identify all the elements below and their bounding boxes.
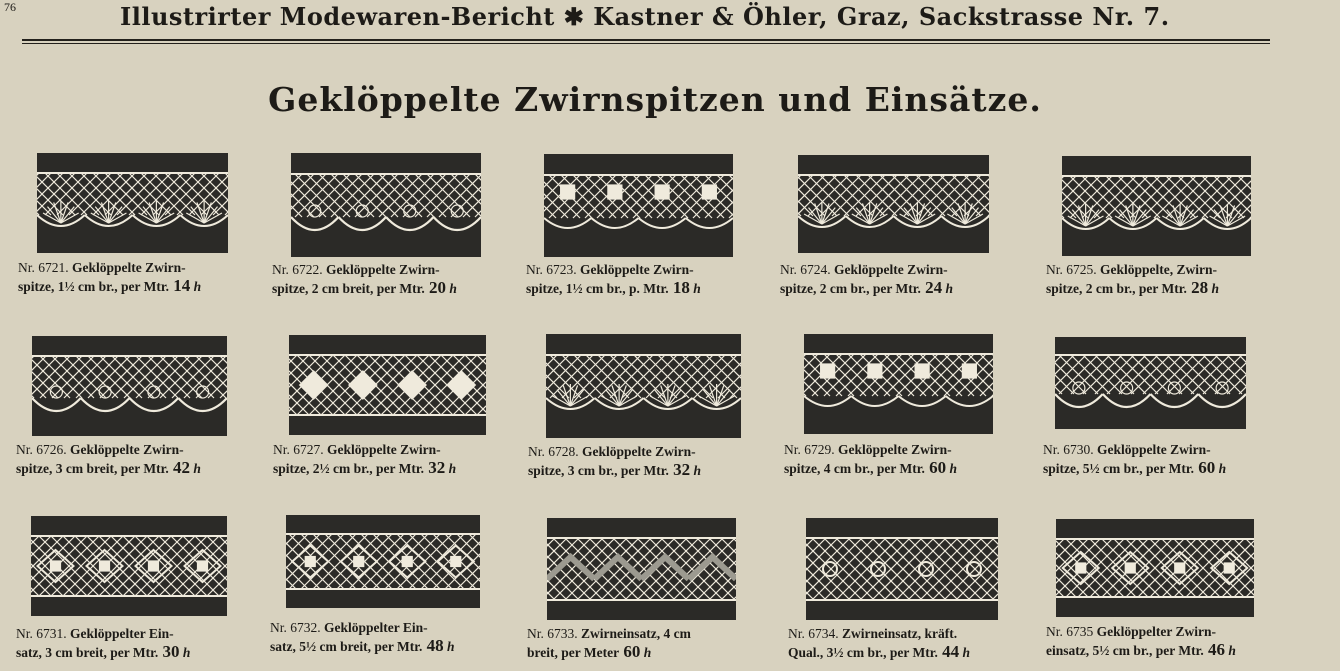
item-description-line2: breit, per Meter (527, 645, 620, 660)
page-number: 76 (4, 0, 16, 14)
lace-sample-image (1055, 337, 1246, 429)
price-unit: h (193, 461, 201, 476)
lace-sample-image (1062, 156, 1251, 256)
lace-sample-image (286, 515, 480, 608)
item-price: 60 (1193, 458, 1216, 477)
price-unit: h (1228, 643, 1236, 658)
item-number: Nr. 6733. (527, 626, 578, 641)
item-number: Nr. 6721. (18, 260, 69, 275)
price-unit: h (693, 463, 701, 478)
item-number: Nr. 6728. (528, 444, 579, 459)
item-price: 60 (619, 642, 641, 661)
item-price: 44 (937, 642, 960, 661)
lace-sample-image (806, 518, 998, 620)
item-number: Nr. 6730. (1043, 442, 1094, 457)
item-description-line1: Geklöppelte Zwirn- (580, 262, 694, 277)
item-description-line1: Geklöppelte, Zwirn- (1100, 262, 1217, 277)
item-price: 32 (668, 460, 691, 479)
item-description-line1: Geklöppelte Zwirn- (1097, 442, 1211, 457)
item-description-line2: spitze, 3 cm br., per Mtr. (528, 463, 669, 478)
price-unit: h (949, 461, 957, 476)
item-description-line2: spitze, 5½ cm br., per Mtr. (1043, 461, 1194, 476)
item-caption (1043, 441, 1226, 478)
item-price: 46 (1203, 640, 1225, 659)
item-description-line2: spitze, 2½ cm br., per Mtr. (273, 461, 424, 476)
item-description-line2: spitze, 1½ cm br., per Mtr. (18, 279, 169, 294)
header-rule (22, 39, 1270, 41)
item-price: 30 (158, 642, 180, 661)
item-caption (788, 625, 970, 662)
price-unit: h (193, 279, 202, 294)
item-number: Nr. 6724. (780, 262, 831, 277)
item-caption (1046, 623, 1236, 660)
item-description-line2: spitze, 3 cm breit, per Mtr. (16, 461, 169, 476)
page-header: Illustrirter Modewaren-Bericht ✱ Kastner & Öhler, Graz, Sackstrasse Nr. 7. (120, 2, 1170, 31)
item-description-line1: Geklöppelte Zwirn- (326, 262, 440, 277)
price-unit: h (693, 281, 701, 296)
section-title: Geklöppelte Zwirnspitzen und Einsätze. (268, 80, 1042, 119)
item-description-line2: spitze, 2 cm br., per Mtr. (780, 281, 921, 296)
item-caption (270, 619, 454, 656)
price-unit: h (446, 639, 455, 654)
item-description-line2: Qual., 3½ cm br., per Mtr. (788, 645, 938, 660)
item-number: Nr. 6732. (270, 620, 321, 635)
item-caption (780, 261, 953, 298)
lace-sample-image (32, 336, 227, 436)
item-description-line1: Zwirneinsatz, kräft. (842, 626, 958, 641)
item-caption (272, 261, 457, 298)
item-number: Nr. 6734. (788, 626, 839, 641)
item-description-line1: Geklöppelte Zwirn- (72, 260, 186, 275)
item-caption (16, 441, 201, 478)
item-caption (784, 441, 957, 478)
item-description-line1: Geklöppelter Ein- (324, 620, 428, 635)
item-description-line2: satz, 3 cm breit, per Mtr. (16, 645, 159, 660)
item-description-line1: Geklöppelter Ein- (70, 626, 174, 641)
lace-sample-image (1056, 519, 1254, 617)
item-number: Nr. 6735 (1046, 624, 1094, 639)
lace-sample-image (798, 155, 989, 253)
item-price: 42 (168, 458, 190, 477)
item-description-line2: spitze, 1½ cm br., p. Mtr. (526, 281, 669, 296)
item-price: 28 (1186, 278, 1209, 297)
item-number: Nr. 6731. (16, 626, 67, 641)
header-rule-thin (22, 43, 1270, 44)
item-description-line1: Geklöppelter Zwirn- (1096, 624, 1216, 639)
lace-sample-image (31, 516, 227, 616)
item-price: 32 (423, 458, 446, 477)
lace-sample-image (547, 518, 736, 620)
item-description-line1: Geklöppelte Zwirn- (582, 444, 696, 459)
price-unit: h (945, 281, 953, 296)
item-caption (273, 441, 456, 478)
item-number: Nr. 6723. (526, 262, 577, 277)
item-description-line2: spitze, 4 cm br., per Mtr. (784, 461, 925, 476)
item-number: Nr. 6729. (784, 442, 835, 457)
price-unit: h (448, 461, 457, 476)
item-description-line2: spitze, 2 cm br., per Mtr. (1046, 281, 1187, 296)
item-caption (527, 625, 691, 662)
price-unit: h (182, 645, 191, 660)
item-number: Nr. 6726. (16, 442, 67, 457)
price-unit: h (643, 645, 652, 660)
price-unit: h (1211, 281, 1219, 296)
price-unit: h (449, 281, 457, 296)
price-unit: h (1218, 461, 1227, 476)
item-caption (528, 443, 701, 480)
item-description-line1: Zwirneinsatz, 4 cm (581, 626, 691, 641)
item-description-line2: einsatz, 5½ cm br., per Mtr. (1046, 643, 1204, 658)
item-description-line2: spitze, 2 cm breit, per Mtr. (272, 281, 425, 296)
item-caption (1046, 261, 1219, 298)
item-number: Nr. 6727. (273, 442, 324, 457)
item-caption (16, 625, 190, 662)
lace-sample-image (37, 153, 228, 253)
item-caption (18, 259, 201, 296)
item-number: Nr. 6722. (272, 262, 323, 277)
item-description-line2: satz, 5½ cm breit, per Mtr. (270, 639, 423, 654)
item-price: 14 (168, 276, 191, 295)
lace-sample-image (291, 153, 481, 257)
lace-sample-image (804, 334, 993, 434)
item-description-line1: Geklöppelte Zwirn- (834, 262, 948, 277)
item-caption (526, 261, 701, 298)
lace-sample-image (544, 154, 733, 257)
lace-sample-image (546, 334, 741, 438)
item-price: 20 (424, 278, 446, 297)
item-price: 60 (924, 458, 947, 477)
lace-sample-image (289, 335, 486, 435)
item-description-line1: Geklöppelte Zwirn- (327, 442, 441, 457)
item-price: 24 (920, 278, 943, 297)
price-unit: h (962, 645, 971, 660)
item-description-line1: Geklöppelte Zwirn- (70, 442, 184, 457)
item-description-line1: Geklöppelte Zwirn- (838, 442, 952, 457)
item-price: 48 (422, 636, 444, 655)
item-number: Nr. 6725. (1046, 262, 1097, 277)
item-price: 18 (668, 278, 690, 297)
